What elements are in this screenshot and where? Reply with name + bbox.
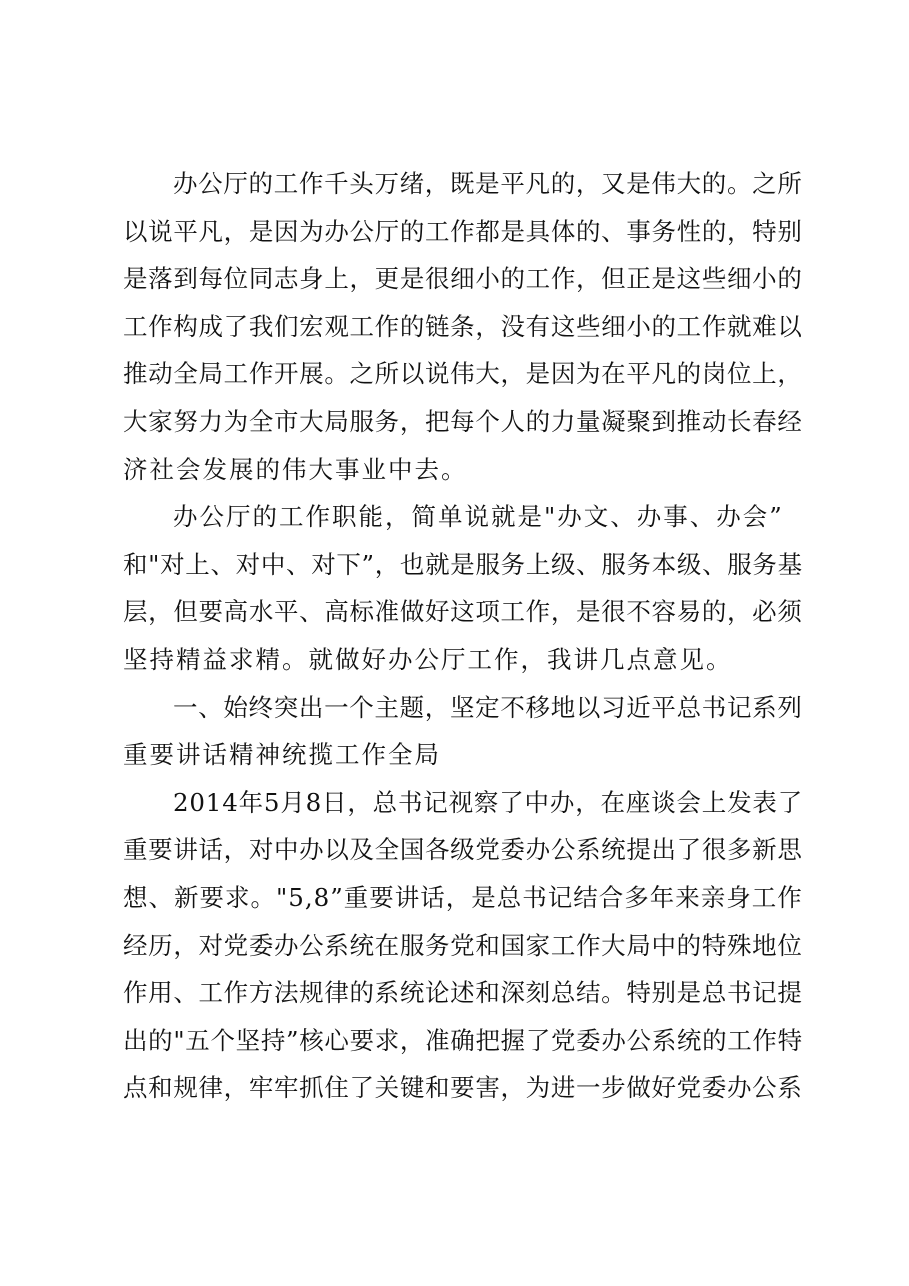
section-heading-line-1: 一、始终突出一个主题，坚定不移地以习近平总书记系列 xyxy=(173,692,803,722)
section-heading-line-2: 重要讲话精神统揽工作全局 xyxy=(123,740,441,770)
paragraph-3-line-3: 想、新要求。"5,8”重要讲话，是总书记结合多年来亲身工作 xyxy=(123,882,803,912)
paragraph-1-line-3: 是落到每位同志身上，更是很细小的工作，但正是这些细小的 xyxy=(123,264,803,294)
paragraph-1-line-1: 办公厅的工作千头万绪，既是平凡的，又是伟大的。之所 xyxy=(173,169,803,198)
paragraph-3-line-7: 点和规律，牢牢抓住了关键和要害，为进一步做好党委办公系 xyxy=(123,1073,803,1103)
paragraph-3-line-4: 经历，对党委办公系统在服务党和国家工作大局中的特殊地位 xyxy=(123,930,803,960)
paragraph-3-line-2: 重要讲话，对中办以及全国各级党委办公系统提出了很多新思 xyxy=(123,835,803,865)
paragraph-2-line-1: 办公厅的工作职能，简单说就是"办文、办事、办会” xyxy=(173,502,784,532)
paragraph-1-line-5: 推动全局工作开展。之所以说伟大，是因为在平凡的岗位上， xyxy=(123,359,803,389)
paragraph-1-line-2: 以说平凡，是因为办公厅的工作都是具体的、事务性的，特别 xyxy=(123,216,803,246)
paragraph-2-line-3: 层，但要高水平、高标准做好这项工作，是很不容易的，必须 xyxy=(123,597,803,627)
paragraph-3-line-6: 出的"五个坚持”核心要求，准确把握了党委办公系统的工作特 xyxy=(123,1025,803,1055)
paragraph-1-line-7: 济社会发展的伟大事业中去。 xyxy=(123,454,468,484)
paragraph-1-line-4: 工作构成了我们宏观工作的链条，没有这些细小的工作就难以 xyxy=(123,311,803,341)
paragraph-1-line-6: 大家努力为全市大局服务，把每个人的力量凝聚到推动长春经 xyxy=(123,406,803,436)
paragraph-3-line-5: 作用、工作方法规律的系统论述和深刻总结。特别是总书记提 xyxy=(123,978,803,1008)
body-text xyxy=(123,160,803,1112)
paragraph-2-line-2: 和"对上、对中、对下”，也就是服务上级、服务本级、服务基 xyxy=(123,549,803,579)
paragraph-2-line-4: 坚持精益求精。就做好办公厅工作，我讲几点意见。 xyxy=(123,644,733,674)
paragraph-3-line-1: 2014年5月8日，总书记视察了中办，在座谈会上发表了 xyxy=(173,787,804,817)
